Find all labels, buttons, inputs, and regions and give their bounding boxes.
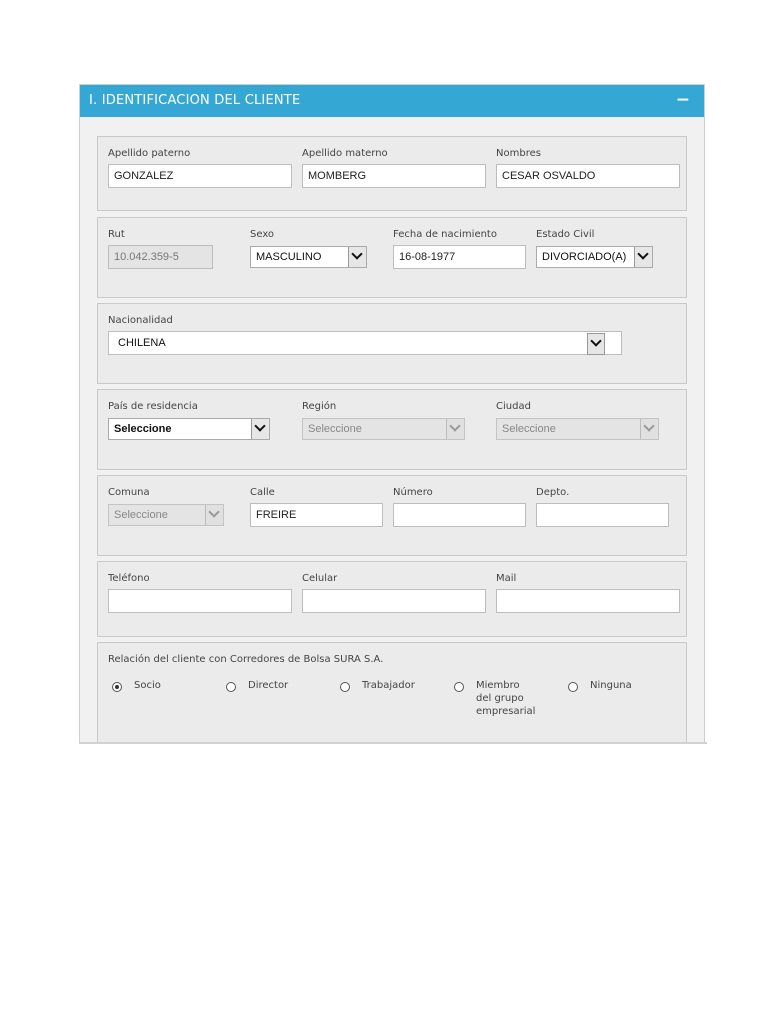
radio-button[interactable]: [226, 682, 236, 692]
fecha-nacimiento-label: Fecha de nacimiento: [393, 229, 497, 240]
ciudad-dropdown-button: [640, 419, 658, 439]
relacion-label: Relación del cliente con Corredores de Bolsa SURA S.A.: [108, 654, 384, 665]
radio-option-ninguna[interactable]: [568, 679, 658, 699]
nacionalidad-value: CHILENA: [118, 337, 166, 349]
contacto-group: [97, 561, 687, 637]
radio-button[interactable]: [112, 682, 122, 692]
estado-civil-value: DIVORCIADO(A): [542, 251, 627, 263]
sexo-value: MASCULINO: [256, 251, 322, 263]
chevron-down-icon: [643, 420, 654, 431]
mail-field[interactable]: [496, 589, 680, 613]
panel-header: [80, 85, 704, 117]
apellido-materno-label: Apellido materno: [302, 148, 388, 159]
depto-label: Depto.: [536, 487, 570, 498]
panel-bottom-border: [79, 742, 707, 744]
chevron-down-icon: [637, 248, 648, 259]
radio-option-socio[interactable]: [112, 679, 202, 699]
nacionalidad-group: [97, 303, 687, 384]
radio-button[interactable]: [340, 682, 350, 692]
chevron-down-icon: [351, 248, 362, 259]
client-identification-panel: [79, 84, 705, 744]
estado-civil-select[interactable]: [536, 246, 653, 268]
pais-dropdown-button[interactable]: [251, 419, 269, 439]
sexo-label: Sexo: [250, 229, 275, 240]
calle-label: Calle: [250, 487, 275, 498]
chevron-down-icon: [449, 420, 460, 431]
mail-label: Mail: [496, 573, 517, 584]
comuna-label: Comuna: [108, 487, 150, 498]
personal-group: [97, 217, 687, 298]
comuna-select: [108, 504, 224, 526]
nombres-label: Nombres: [496, 148, 541, 159]
radio-label: Ninguna: [590, 680, 632, 691]
calle-field[interactable]: FREIRE: [250, 503, 383, 527]
relacion-group: [97, 642, 687, 744]
chevron-down-icon: [254, 420, 265, 431]
region-value: Seleccione: [308, 423, 362, 435]
nacionalidad-select[interactable]: [110, 333, 605, 355]
rut-label: Rut: [108, 229, 125, 240]
radio-button[interactable]: [568, 682, 578, 692]
residencia-group: [97, 389, 687, 470]
chevron-down-icon: [590, 335, 601, 346]
chevron-down-icon: [208, 506, 219, 517]
ciudad-value: Seleccione: [502, 423, 556, 435]
ciudad-select: [496, 418, 659, 440]
telefono-field[interactable]: [108, 589, 292, 613]
apellido-paterno-label: Apellido paterno: [108, 148, 191, 159]
apellido-paterno-field[interactable]: GONZALEZ: [108, 164, 292, 188]
radio-option-director[interactable]: [226, 679, 316, 699]
radio-button[interactable]: [454, 682, 464, 692]
radio-label: Socio: [134, 680, 161, 691]
radio-label: Director: [248, 680, 289, 691]
radio-option-miembro-grupo[interactable]: [454, 679, 544, 735]
pais-label: País de residencia: [108, 401, 198, 412]
telefono-label: Teléfono: [108, 573, 150, 584]
rut-field: 10.042.359-5: [108, 245, 213, 269]
depto-field[interactable]: [536, 503, 669, 527]
estado-civil-dropdown-button[interactable]: [634, 247, 652, 267]
pais-select[interactable]: [108, 418, 270, 440]
region-dropdown-button: [446, 419, 464, 439]
numero-field[interactable]: [393, 503, 526, 527]
estado-civil-label: Estado Civil: [536, 229, 595, 240]
nacionalidad-dropdown-button[interactable]: [587, 333, 605, 355]
names-group: [97, 136, 687, 211]
comuna-dropdown-button: [205, 505, 223, 525]
sexo-select[interactable]: [250, 246, 367, 268]
direccion-group: [97, 475, 687, 556]
apellido-materno-field[interactable]: MOMBERG: [302, 164, 486, 188]
nacionalidad-label: Nacionalidad: [108, 315, 173, 326]
panel-title: I. IDENTIFICACION DEL CLIENTE: [89, 93, 301, 108]
numero-label: Número: [393, 487, 433, 498]
ciudad-label: Ciudad: [496, 401, 531, 412]
fecha-nacimiento-field[interactable]: 16-08-1977: [393, 245, 526, 269]
pais-value: Seleccione: [114, 423, 172, 435]
nombres-field[interactable]: CESAR OSVALDO: [496, 164, 680, 188]
radio-label: Trabajador: [362, 680, 415, 691]
radio-label: Miembro del grupo empresarial: [476, 680, 536, 717]
region-select: [302, 418, 465, 440]
celular-label: Celular: [302, 573, 338, 584]
celular-field[interactable]: [302, 589, 486, 613]
collapse-icon[interactable]: −: [675, 90, 690, 110]
comuna-value: Seleccione: [114, 509, 168, 521]
region-label: Región: [302, 401, 337, 412]
sexo-dropdown-button[interactable]: [348, 247, 366, 267]
radio-option-trabajador[interactable]: [340, 679, 440, 699]
